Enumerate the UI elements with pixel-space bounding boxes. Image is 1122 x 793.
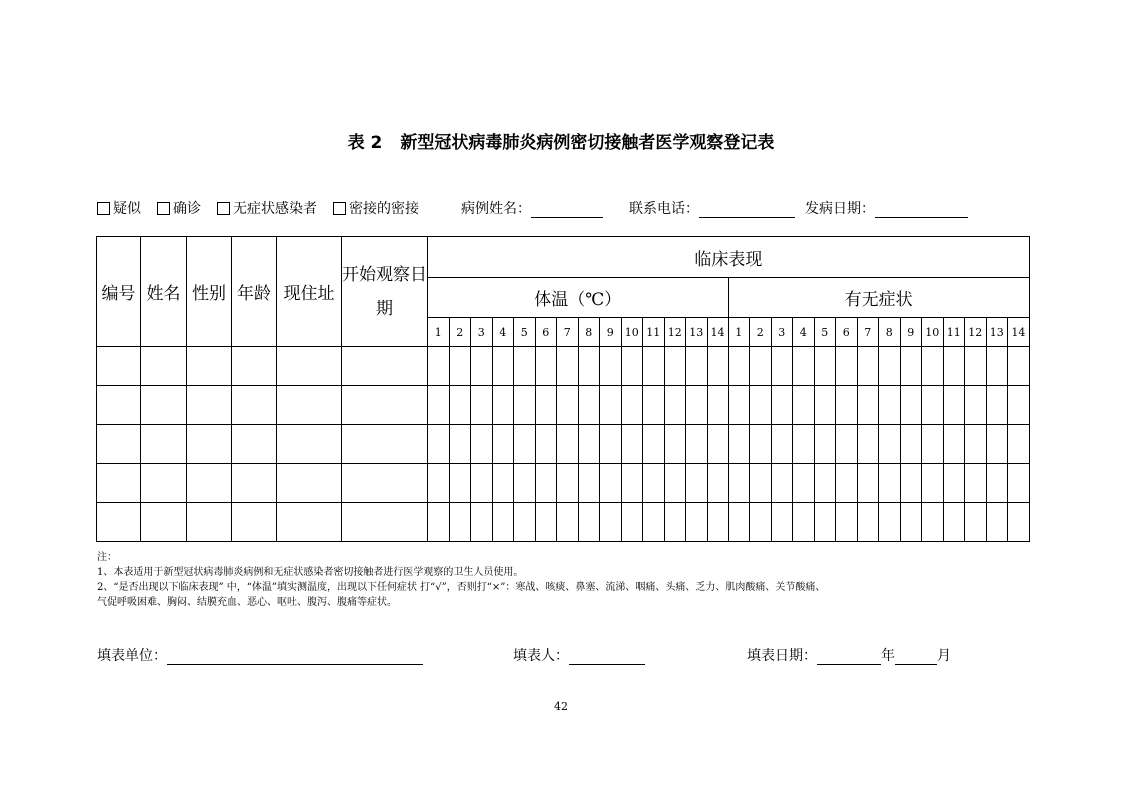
temp-day-2: 2 <box>449 318 471 347</box>
cell-age[interactable] <box>232 347 277 386</box>
header-age: 年龄 <box>232 237 277 347</box>
note-heading: 注： <box>97 552 117 563</box>
cell-symptom-day-1[interactable] <box>728 464 750 503</box>
cell-symptom-day-13[interactable] <box>986 425 1008 464</box>
temp-day-6: 6 <box>535 318 557 347</box>
cell-symptom-day-14[interactable] <box>1008 464 1030 503</box>
fill-date-field: 填表日期： 年 月 <box>747 648 951 664</box>
cell-temp-day-2[interactable] <box>449 386 471 425</box>
category-checkbox-suspected[interactable]: 疑似 <box>97 198 141 218</box>
header-sex: 性别 <box>187 237 232 347</box>
cell-symptom-day-8[interactable] <box>879 347 901 386</box>
cell-sex[interactable] <box>187 347 232 386</box>
cell-symptom-day-5[interactable] <box>814 503 836 542</box>
header-address: 现住址 <box>277 237 342 347</box>
cell-symptom-day-9[interactable] <box>900 503 922 542</box>
cell-temp-day-13[interactable] <box>686 464 708 503</box>
footer <box>97 645 1027 667</box>
cell-symptom-day-12[interactable] <box>965 347 987 386</box>
symptom-day-14: 14 <box>1008 318 1030 347</box>
cell-temp-day-11[interactable] <box>643 425 665 464</box>
cell-symptom-day-6[interactable] <box>836 464 858 503</box>
checkbox-icon[interactable] <box>333 202 346 215</box>
header-symptoms: 有无症状 <box>728 278 1029 318</box>
cell-symptom-day-12[interactable] <box>965 425 987 464</box>
cell-symptom-day-3[interactable] <box>771 503 793 542</box>
temp-day-5: 5 <box>514 318 536 347</box>
fill-unit-field: 填表单位： <box>97 645 423 665</box>
cell-symptom-day-5[interactable] <box>814 347 836 386</box>
header-name: 姓名 <box>141 237 187 347</box>
cell-temp-day-4[interactable] <box>492 503 514 542</box>
table-row <box>97 464 1030 503</box>
cell-sex[interactable] <box>187 503 232 542</box>
cell-sex[interactable] <box>187 425 232 464</box>
cell-symptom-day-5[interactable] <box>814 386 836 425</box>
cell-age[interactable] <box>232 386 277 425</box>
note-line-3: 气促呼吸困难、胸闷、结膜充血、恶心、呕吐、腹泻、腹痛等症状。 <box>97 597 397 608</box>
phone-input[interactable] <box>699 203 795 218</box>
cell-symptom-day-11[interactable] <box>943 386 965 425</box>
cell-temp-day-9[interactable] <box>600 425 622 464</box>
symptom-day-7: 7 <box>857 318 879 347</box>
header-clinical: 临床表现 <box>428 237 1030 278</box>
notes <box>97 550 1037 610</box>
cell-address[interactable] <box>277 347 342 386</box>
cell-temp-day-4[interactable] <box>492 464 514 503</box>
cell-symptom-day-1[interactable] <box>728 347 750 386</box>
cell-symptom-day-14[interactable] <box>1008 503 1030 542</box>
cell-name[interactable] <box>141 464 187 503</box>
checkbox-icon[interactable] <box>157 202 170 215</box>
header-id: 编号 <box>97 237 141 347</box>
fill-unit-input[interactable] <box>167 650 423 665</box>
cell-temp-day-14[interactable] <box>707 347 728 386</box>
cell-temp-day-7[interactable] <box>557 347 579 386</box>
cell-symptom-day-3[interactable] <box>771 386 793 425</box>
cell-temp-day-12[interactable] <box>664 386 686 425</box>
cell-symptom-day-9[interactable] <box>900 464 922 503</box>
cell-temp-day-6[interactable] <box>535 386 557 425</box>
cell-symptom-day-11[interactable] <box>943 464 965 503</box>
cell-start-date[interactable] <box>342 464 428 503</box>
cell-symptom-day-13[interactable] <box>986 464 1008 503</box>
cell-symptom-day-10[interactable] <box>922 503 944 542</box>
cell-symptom-day-3[interactable] <box>771 464 793 503</box>
cell-temp-day-2[interactable] <box>449 347 471 386</box>
cell-sex[interactable] <box>187 386 232 425</box>
symptom-day-6: 6 <box>836 318 858 347</box>
cell-temp-day-4[interactable] <box>492 425 514 464</box>
cell-symptom-day-7[interactable] <box>857 464 879 503</box>
cell-temp-day-12[interactable] <box>664 347 686 386</box>
cell-temp-day-9[interactable] <box>600 464 622 503</box>
cell-temp-day-5[interactable] <box>514 425 536 464</box>
cell-symptom-day-14[interactable] <box>1008 425 1030 464</box>
cell-temp-day-9[interactable] <box>600 503 622 542</box>
cell-temp-day-6[interactable] <box>535 464 557 503</box>
cell-temp-day-10[interactable] <box>621 464 643 503</box>
cell-temp-day-1[interactable] <box>428 347 450 386</box>
cell-symptom-day-8[interactable] <box>879 425 901 464</box>
cell-temp-day-4[interactable] <box>492 347 514 386</box>
cell-symptom-day-10[interactable] <box>922 464 944 503</box>
cell-symptom-day-2[interactable] <box>750 464 772 503</box>
cell-temp-day-10[interactable] <box>621 386 643 425</box>
cell-symptom-day-7[interactable] <box>857 347 879 386</box>
page-number: 42 <box>554 700 568 713</box>
cell-temp-day-3[interactable] <box>471 347 493 386</box>
cell-temp-day-7[interactable] <box>557 386 579 425</box>
temp-day-1: 1 <box>428 318 450 347</box>
cell-symptom-day-1[interactable] <box>728 503 750 542</box>
cell-symptom-day-5[interactable] <box>814 425 836 464</box>
table-number: 表 2 <box>347 133 383 153</box>
cell-temp-day-11[interactable] <box>643 386 665 425</box>
cell-temp-day-11[interactable] <box>643 503 665 542</box>
cell-symptom-day-8[interactable] <box>879 503 901 542</box>
cell-symptom-day-6[interactable] <box>836 386 858 425</box>
cell-temp-day-13[interactable] <box>686 425 708 464</box>
checkbox-icon[interactable] <box>97 202 110 215</box>
cell-symptom-day-6[interactable] <box>836 503 858 542</box>
header-start-date: 开始观察日期 <box>342 237 428 347</box>
cell-temp-day-1[interactable] <box>428 425 450 464</box>
temp-day-12: 12 <box>664 318 686 347</box>
temp-day-4: 4 <box>492 318 514 347</box>
cell-temp-day-14[interactable] <box>707 425 728 464</box>
cell-age[interactable] <box>232 503 277 542</box>
cell-symptom-day-12[interactable] <box>965 464 987 503</box>
temp-day-11: 11 <box>643 318 665 347</box>
cell-symptom-day-1[interactable] <box>728 425 750 464</box>
cell-temp-day-8[interactable] <box>578 347 600 386</box>
cell-temp-day-5[interactable] <box>514 386 536 425</box>
cell-temp-day-7[interactable] <box>557 503 579 542</box>
cell-temp-day-11[interactable] <box>643 347 665 386</box>
note-line-1: 1、本表适用于新型冠状病毒肺炎病例和无症状感染者密切接触者进行医学观察的卫生人员使用。 <box>97 567 524 578</box>
filler-input[interactable] <box>569 650 645 665</box>
case-name-input[interactable] <box>531 203 603 218</box>
cell-symptom-day-2[interactable] <box>750 425 772 464</box>
table-row <box>97 503 1030 542</box>
cell-symptom-day-7[interactable] <box>857 386 879 425</box>
cell-start-date[interactable] <box>342 386 428 425</box>
cell-symptom-day-6[interactable] <box>836 425 858 464</box>
symptom-day-10: 10 <box>922 318 944 347</box>
cell-temp-day-10[interactable] <box>621 503 643 542</box>
cell-temp-day-12[interactable] <box>664 425 686 464</box>
temp-day-7: 7 <box>557 318 579 347</box>
cell-temp-day-13[interactable] <box>686 386 708 425</box>
cell-address[interactable] <box>277 386 342 425</box>
cell-temp-day-8[interactable] <box>578 503 600 542</box>
cell-symptom-day-13[interactable] <box>986 347 1008 386</box>
temp-day-8: 8 <box>578 318 600 347</box>
cell-symptom-day-11[interactable] <box>943 503 965 542</box>
category-checkbox-confirmed[interactable]: 确诊 <box>157 198 201 218</box>
cell-temp-day-8[interactable] <box>578 425 600 464</box>
cell-symptom-day-11[interactable] <box>943 347 965 386</box>
symptom-day-1: 1 <box>728 318 750 347</box>
cell-temp-day-5[interactable] <box>514 464 536 503</box>
cell-symptom-day-9[interactable] <box>900 386 922 425</box>
cell-symptom-day-7[interactable] <box>857 503 879 542</box>
cell-symptom-day-5[interactable] <box>814 464 836 503</box>
cell-temp-day-2[interactable] <box>449 464 471 503</box>
cell-symptom-day-2[interactable] <box>750 503 772 542</box>
cell-symptom-day-13[interactable] <box>986 386 1008 425</box>
case-name-field: 病例姓名： <box>461 198 603 218</box>
symptom-day-9: 9 <box>900 318 922 347</box>
cell-temp-day-6[interactable] <box>535 347 557 386</box>
cell-symptom-day-9[interactable] <box>900 347 922 386</box>
symptom-day-8: 8 <box>879 318 901 347</box>
cell-temp-day-14[interactable] <box>707 464 728 503</box>
symptom-day-5: 5 <box>814 318 836 347</box>
cell-start-date[interactable] <box>342 347 428 386</box>
onset-date-input[interactable] <box>875 203 968 218</box>
cell-temp-day-10[interactable] <box>621 347 643 386</box>
cell-age[interactable] <box>232 425 277 464</box>
cell-temp-day-5[interactable] <box>514 347 536 386</box>
cell-symptom-day-6[interactable] <box>836 347 858 386</box>
cell-id[interactable] <box>97 386 141 425</box>
phone-field: 联系电话： <box>629 198 795 218</box>
cell-sex[interactable] <box>187 464 232 503</box>
category-checkbox-secondary-contact[interactable]: 密接的密接 <box>333 198 419 218</box>
symptom-day-3: 3 <box>771 318 793 347</box>
cell-temp-day-10[interactable] <box>621 425 643 464</box>
cell-temp-day-13[interactable] <box>686 347 708 386</box>
cell-temp-day-6[interactable] <box>535 425 557 464</box>
cell-name[interactable] <box>141 347 187 386</box>
cell-temp-day-1[interactable] <box>428 464 450 503</box>
symptom-day-12: 12 <box>965 318 987 347</box>
cell-symptom-day-4[interactable] <box>793 386 815 425</box>
onset-date-field: 发病日期： <box>805 198 968 218</box>
cell-temp-day-12[interactable] <box>664 464 686 503</box>
checkbox-icon[interactable] <box>217 202 230 215</box>
page-title <box>0 128 1122 153</box>
cell-temp-day-4[interactable] <box>492 386 514 425</box>
cell-symptom-day-8[interactable] <box>879 386 901 425</box>
table-row <box>97 425 1030 464</box>
category-checkbox-asymptomatic[interactable]: 无症状感染者 <box>217 198 317 218</box>
cell-symptom-day-3[interactable] <box>771 425 793 464</box>
cell-temp-day-3[interactable] <box>471 503 493 542</box>
cell-address[interactable] <box>277 425 342 464</box>
temp-day-13: 13 <box>686 318 708 347</box>
cell-temp-day-3[interactable] <box>471 386 493 425</box>
cell-start-date[interactable] <box>342 503 428 542</box>
cell-age[interactable] <box>232 464 277 503</box>
cell-symptom-day-3[interactable] <box>771 347 793 386</box>
cell-temp-day-1[interactable] <box>428 503 450 542</box>
cell-temp-day-8[interactable] <box>578 464 600 503</box>
cell-symptom-day-12[interactable] <box>965 503 987 542</box>
symptom-day-4: 4 <box>793 318 815 347</box>
cell-temp-day-7[interactable] <box>557 425 579 464</box>
cell-address[interactable] <box>277 464 342 503</box>
cell-symptom-day-4[interactable] <box>793 464 815 503</box>
cell-temp-day-3[interactable] <box>471 425 493 464</box>
temp-day-10: 10 <box>621 318 643 347</box>
cell-symptom-day-4[interactable] <box>793 425 815 464</box>
cell-temp-day-3[interactable] <box>471 464 493 503</box>
fill-month-input[interactable] <box>895 650 937 665</box>
cell-symptom-day-10[interactable] <box>922 425 944 464</box>
cell-id[interactable] <box>97 347 141 386</box>
cell-temp-day-7[interactable] <box>557 464 579 503</box>
filler-field: 填表人： <box>513 645 645 665</box>
cell-symptom-day-7[interactable] <box>857 425 879 464</box>
cell-symptom-day-1[interactable] <box>728 386 750 425</box>
cell-temp-day-14[interactable] <box>707 503 728 542</box>
cell-temp-day-6[interactable] <box>535 503 557 542</box>
cell-symptom-day-10[interactable] <box>922 347 944 386</box>
cell-symptom-day-2[interactable] <box>750 386 772 425</box>
symptom-day-13: 13 <box>986 318 1008 347</box>
cell-temp-day-1[interactable] <box>428 386 450 425</box>
table-title: 新型冠状病毒肺炎病例密切接触者医学观察登记表 <box>400 133 775 153</box>
cell-symptom-day-4[interactable] <box>793 503 815 542</box>
cell-address[interactable] <box>277 503 342 542</box>
cell-temp-day-2[interactable] <box>449 503 471 542</box>
cell-id[interactable] <box>97 425 141 464</box>
cell-id[interactable] <box>97 464 141 503</box>
cell-temp-day-9[interactable] <box>600 386 622 425</box>
temp-day-14: 14 <box>707 318 728 347</box>
info-row <box>97 198 1027 218</box>
cell-temp-day-8[interactable] <box>578 386 600 425</box>
symptom-day-11: 11 <box>943 318 965 347</box>
cell-symptom-day-2[interactable] <box>750 347 772 386</box>
cell-symptom-day-11[interactable] <box>943 425 965 464</box>
note-line-2: 2、“是否出现以下临床表现” 中，“体温”填实测温度，出现以下任何症状 打“√”，否则打“×”：寒战、咳痰、鼻塞、流涕、咽痛、头痛、乏力、肌肉酸痛、关节酸痛、 <box>97 582 826 593</box>
temp-day-3: 3 <box>471 318 493 347</box>
cell-start-date[interactable] <box>342 425 428 464</box>
header-temperature: 体温（℃） <box>428 278 729 318</box>
cell-temp-day-11[interactable] <box>643 464 665 503</box>
cell-symptom-day-12[interactable] <box>965 386 987 425</box>
cell-temp-day-12[interactable] <box>664 503 686 542</box>
cell-symptom-day-4[interactable] <box>793 347 815 386</box>
cell-id[interactable] <box>97 503 141 542</box>
temp-day-9: 9 <box>600 318 622 347</box>
cell-symptom-day-14[interactable] <box>1008 386 1030 425</box>
cell-symptom-day-9[interactable] <box>900 425 922 464</box>
table-row <box>97 347 1030 386</box>
cell-symptom-day-10[interactable] <box>922 386 944 425</box>
observation-table <box>96 236 1030 542</box>
cell-symptom-day-14[interactable] <box>1008 347 1030 386</box>
cell-temp-day-9[interactable] <box>600 347 622 386</box>
cell-name[interactable] <box>141 386 187 425</box>
cell-name[interactable] <box>141 503 187 542</box>
cell-temp-day-13[interactable] <box>686 503 708 542</box>
cell-temp-day-14[interactable] <box>707 386 728 425</box>
cell-symptom-day-8[interactable] <box>879 464 901 503</box>
fill-year-input[interactable] <box>817 650 881 665</box>
cell-name[interactable] <box>141 425 187 464</box>
cell-temp-day-5[interactable] <box>514 503 536 542</box>
cell-symptom-day-13[interactable] <box>986 503 1008 542</box>
table-row <box>97 386 1030 425</box>
symptom-day-2: 2 <box>750 318 772 347</box>
cell-temp-day-2[interactable] <box>449 425 471 464</box>
